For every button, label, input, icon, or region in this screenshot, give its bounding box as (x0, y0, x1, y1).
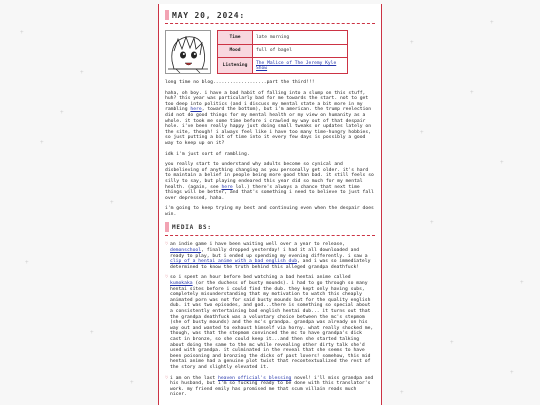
status-key: Time (218, 31, 253, 45)
text-span: novel! i'll miss grandpa and his husband, but i'm so fucking ready to be done with this translator's work. my friend emily has promised me that scum villain reads much nicer. (170, 375, 374, 398)
heart-icon: ♡ (165, 241, 169, 248)
text-span: , and i was so immediately determined to know the truth behind this alleged grandpa deathfuck! (170, 259, 371, 270)
heading-colon: : (239, 10, 246, 20)
status-value: full of bagel (253, 44, 348, 58)
heading-accent-bar (165, 10, 169, 20)
kumokaka-link[interactable]: kumokaka (170, 281, 193, 287)
post-date: MAY 20, 2024 (172, 10, 240, 20)
media-title: MEDIA BS (172, 223, 208, 231)
blog-post-page (158, 4, 382, 405)
media-paragraph (170, 275, 375, 370)
star-dot: + (510, 369, 514, 376)
body-paragraph (165, 162, 375, 201)
star-dot: + (420, 129, 424, 136)
text-span: an indie game i have been waiting well over a year to release, (170, 242, 345, 248)
status-value (253, 58, 348, 74)
media-list-item (165, 376, 375, 403)
star-dot: + (470, 89, 474, 96)
text-span: haha, oh boy. i have a bad habit of falling into a slump on this stuff, huh? this year was particularly bad for me towards the start. not to get too deep into politics (and i discuss my mental state a bit more in my rambling (165, 90, 369, 113)
media-list-item (165, 242, 375, 275)
demonschool-link[interactable]: demonschool (170, 248, 202, 254)
heading-accent-bar (165, 222, 169, 232)
media-paragraph (170, 376, 375, 398)
star-dot: + (25, 259, 29, 266)
status-table (217, 30, 348, 74)
heaven-officials-blessing-link[interactable]: heaven official's blessing (218, 375, 292, 381)
media-heading (165, 222, 375, 236)
body-paragraph (165, 91, 375, 147)
star-dot: + (40, 139, 44, 146)
intro-paragraph: long time no blog...................part the third!!! (165, 80, 315, 85)
status-row-listening (218, 58, 348, 74)
star-dot: + (410, 39, 414, 46)
status-row-time (218, 31, 348, 45)
text-span: lol.) there's always a chance that next time things will be better, and that's something i need to believe to just fall over depressed, haha. (165, 184, 374, 201)
body-paragraph: idk i'm just sort of rambling. (165, 151, 250, 157)
avatar (165, 30, 211, 74)
text-span: i am on the last (170, 375, 218, 381)
text-span: , toward the bottom), but i'm american. the trump reelection did not do good things for my mental health or my view on humanity as a whole. it took me some time before i crawled my way out of that despair hole. i've been really happy just doing small tweaks or updates lately on the site, though! i always feel like i have too many time-hungry hobbies, so just putting a bit of time into it every few days is possibly a good way to keep up on it? (165, 107, 372, 146)
heading-colon: : (207, 223, 212, 231)
here-link[interactable]: here (190, 107, 202, 113)
star-dot: + (430, 219, 434, 226)
text-span: , finally dropped yesterday! i had it all downloaded and ready to play, but i ended up spending my evening differently. i saw a (170, 248, 368, 259)
star-dot: + (60, 109, 64, 116)
text-span: so i spent an hour before bed watching a bad hentai anime called (170, 275, 351, 281)
body-paragraph: i'm going to keep trying my best and continuing even when the despair does win. (165, 206, 374, 217)
text-span: you really start to understand why adults become so cynical and disbelieving of anything changing as you personally get older. it's hard to maintain a belief in people being more good than bad. it still feels so silly to say, but playing endeared this year did so much for my mental health. (again, see (165, 162, 374, 190)
anime-girl-avatar-icon (166, 31, 210, 73)
clip-link[interactable]: clip of a hentai anime with a bad english dub (170, 259, 298, 265)
here-link[interactable]: here (221, 184, 233, 190)
heart-icon: ♡ (165, 274, 169, 281)
star-dot: + (520, 279, 524, 286)
status-key: Listening (218, 58, 253, 74)
status-key: Mood (218, 44, 253, 58)
status-row-mood (218, 44, 348, 58)
media-paragraph (170, 242, 375, 270)
status-value: late morning (253, 31, 348, 45)
star-dot: + (110, 199, 114, 206)
star-dot: + (490, 19, 494, 26)
listening-link[interactable]: The Malice of The Jeremy Kyle Show (256, 60, 337, 71)
star-dot: + (130, 379, 134, 386)
text-span: (or the duchess of busty mounds). i had to go through so many hentai sites before i could find the dub. they kept only having subs, completely misunderstanding that my motivation to watch this cheaply animated porn was not for said busty mounds but for the quality english dub. it was two episodes, and god...there is something so special about a consistently entertaining bad english hentai dub... it turns out that the grandpa deathfuck was a voluntary choice between the mc's stepmom (she of busty mounds) and the mc's grandpa. grandpa was already on his way out and wanted to exhaust himself via horny. what really shocked me, though, was that the stepmom convinced the mc to have grandpa's dick cast in bronze, so she could keep it...and then she started talking about doing the same to the mc while revealing other dirty talk she'd used with grandpa. it culminated in the reveal that she seems to have been poisoning and bronzing the dicks of past lovers! somehow, this mid hentai anime had a genuine plot twist that recontextualized the rest of the story and slightly elevated it. (170, 281, 374, 370)
post-date-heading (165, 10, 375, 24)
heart-icon: ♡ (165, 374, 169, 381)
status-box (165, 30, 375, 74)
star-dot: + (450, 339, 454, 346)
star-dot: + (80, 69, 84, 76)
star-dot: + (500, 159, 504, 166)
media-list-item (165, 275, 375, 375)
star-dot: + (400, 389, 404, 396)
star-dot: + (20, 29, 24, 36)
star-dot: + (90, 329, 94, 336)
